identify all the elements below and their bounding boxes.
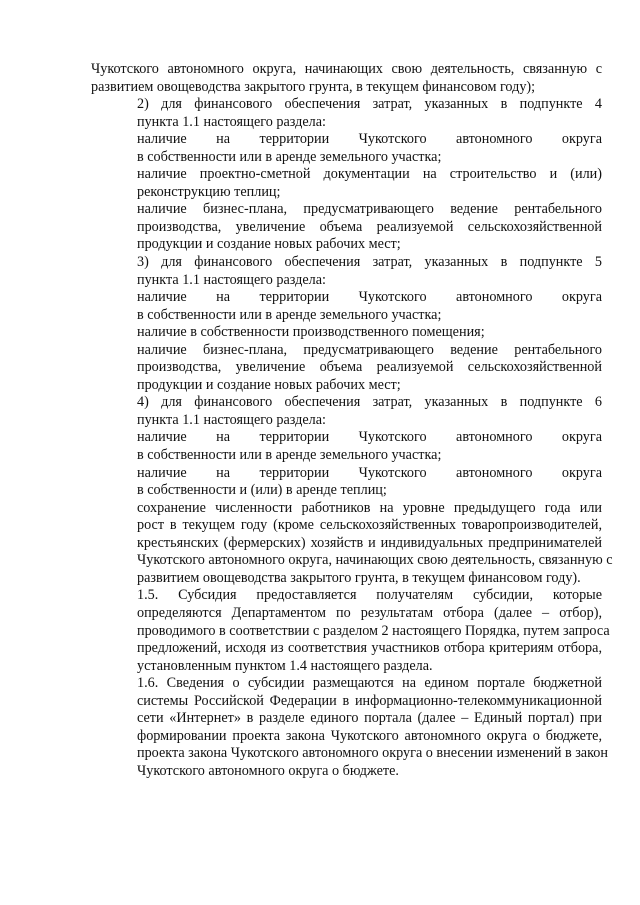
document-paragraph	[91, 429, 602, 464]
paragraph-line: сохранение численности работников на уровне предыдущего года или	[137, 499, 602, 516]
paragraph-line: продукции и создание новых рабочих мест;	[137, 236, 401, 253]
document-paragraph	[91, 289, 602, 324]
paragraph-line: Чукотского автономного округа, начинающих свою деятельность, связанную с	[91, 61, 602, 77]
document-paragraph	[91, 342, 602, 395]
paragraph-line: определяются Департаментом по результатам отбора (далее – отбор),	[137, 604, 602, 621]
paragraph-line: в собственности и (или) в аренде теплиц;	[137, 482, 387, 499]
paragraph-line: 1.5. Субсидия предоставляется получателям субсидии, которые	[137, 587, 602, 604]
paragraph-line: 3) для финансового обеспечения затрат, указанных в подпункте 5	[137, 254, 602, 271]
paragraph-line: формировании проекта закона Чукотского автономного округа о бюджете,	[137, 727, 602, 744]
paragraph-line: пункта 1.1 настоящего раздела:	[137, 411, 326, 428]
paragraph-line: крестьянских (фермерских) хозяйств и индивидуальных предпринимателей	[137, 534, 602, 551]
paragraph-line: предложений, исходя из соответствия участников отбора критериям отбора,	[137, 640, 602, 657]
paragraph-line: производства, увеличение объема реализуемой сельскохозяйственной	[137, 218, 602, 235]
document-paragraph	[91, 465, 602, 500]
paragraph-line: в собственности или в аренде земельного участка;	[137, 148, 442, 165]
paragraph-line: 1.6. Сведения о субсидии размещаются на едином портале бюджетной	[137, 675, 602, 692]
paragraph-line: Чукотского автономного округа, начинающих свою деятельность, связанную с	[137, 552, 613, 569]
document-paragraph	[91, 675, 608, 780]
paragraph-line: производства, увеличение объема реализуемой сельскохозяйственной	[137, 359, 602, 376]
paragraph-line: в собственности или в аренде земельного участка;	[137, 306, 442, 323]
document-paragraph	[91, 324, 602, 342]
paragraph-line: пункта 1.1 настоящего раздела:	[137, 271, 326, 288]
document-paragraph	[91, 499, 613, 588]
document-paragraph	[91, 201, 602, 254]
paragraph-line: сети «Интернет» в разделе единого портала (далее – Единый портал) при	[137, 710, 602, 727]
paragraph-line: рост в текущем году (кроме сельскохозяйственных товаропроизводителей,	[137, 517, 602, 534]
document-body	[91, 61, 613, 780]
paragraph-line: системы Российской Федерации в информационно-телекоммуникационной	[137, 692, 602, 709]
paragraph-line: продукции и создание новых рабочих мест;	[137, 376, 401, 393]
paragraph-line: 2) для финансового обеспечения затрат, указанных в подпункте 4	[137, 96, 602, 113]
document-paragraph	[91, 587, 610, 675]
document-paragraph	[91, 166, 602, 201]
paragraph-line: наличие бизнес-плана, предусматривающего ведение рентабельного	[137, 341, 602, 358]
paragraph-line: наличие на территории Чукотского автономного округа	[137, 289, 602, 306]
paragraph-line: установленным пунктом 1.4 настоящего раздела.	[137, 657, 433, 674]
paragraph-line: наличие бизнес-плана, предусматривающего ведение рентабельного	[137, 201, 602, 218]
document-paragraph	[91, 254, 602, 289]
paragraph-line: в собственности или в аренде земельного участка;	[137, 447, 442, 464]
paragraph-line: проекта закона Чукотского автономного округа о внесении изменений в закон	[137, 745, 608, 762]
paragraph-line: развитием овощеводства закрытого грунта, в текущем финансовом году).	[137, 569, 581, 586]
paragraph-line: наличие в собственности производственного помещения;	[137, 324, 485, 341]
paragraph-line: наличие проектно-сметной документации на строительство и (или)	[137, 166, 602, 183]
paragraph-line: наличие на территории Чукотского автономного округа	[137, 464, 602, 481]
document-paragraph	[91, 131, 602, 166]
document-paragraph	[91, 61, 602, 96]
paragraph-line: наличие на территории Чукотского автономного округа	[137, 429, 602, 446]
document-paragraph	[91, 96, 602, 131]
paragraph-line: наличие на территории Чукотского автономного округа	[137, 131, 602, 148]
paragraph-line: развитием овощеводства закрытого грунта, в текущем финансовом году);	[91, 78, 536, 95]
paragraph-line: реконструкцию теплиц;	[137, 183, 281, 200]
paragraph-line: 4) для финансового обеспечения затрат, указанных в подпункте 6	[137, 394, 602, 411]
paragraph-line: Чукотского автономного округа о бюджете.	[137, 762, 399, 779]
document-paragraph	[91, 394, 602, 429]
paragraph-line: пункта 1.1 настоящего раздела:	[137, 113, 326, 130]
paragraph-line: проводимого в соответствии с разделом 2 настоящего Порядка, путем запроса	[137, 622, 610, 639]
